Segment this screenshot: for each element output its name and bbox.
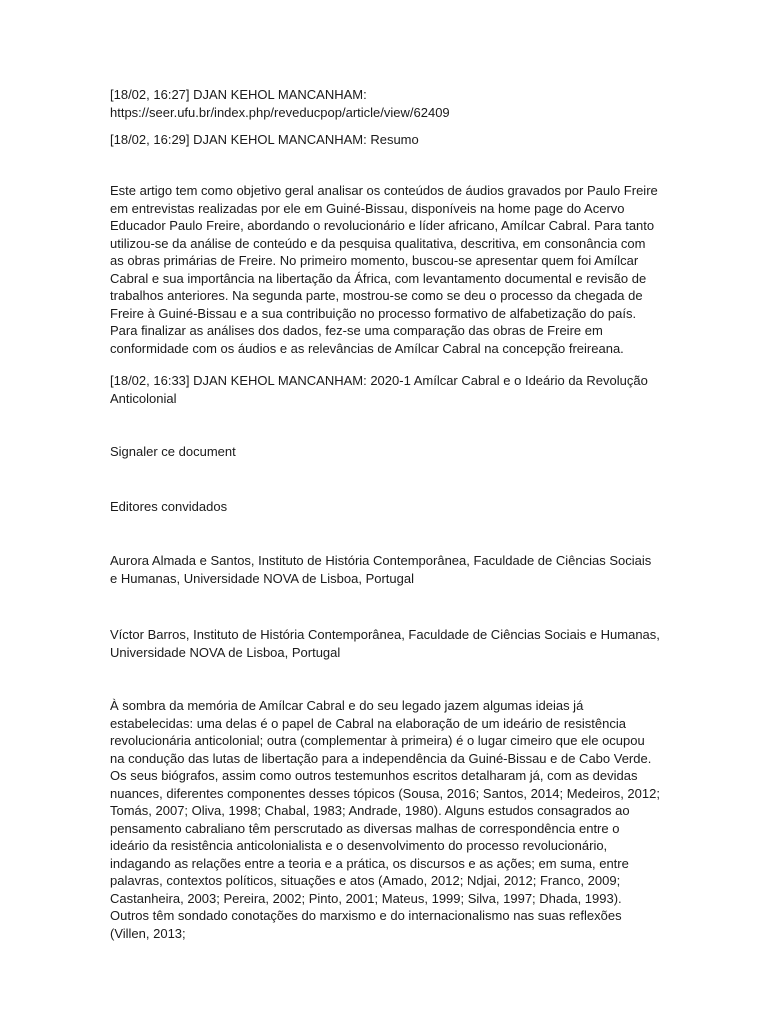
editores-heading: Editores convidados: [110, 499, 228, 514]
editor-2: Víctor Barros, Instituto de História Contemporânea, Faculdade de Ciências Sociais e Humanas, Universidade NOVA de Lisboa, Portugal: [110, 627, 660, 660]
article-url: https://seer.ufu.br/index.php/reveducpop/article/view/62409: [110, 104, 450, 120]
abstract-paragraph: Este artigo tem como objetivo geral analisar os conteúdos de áudios gravados por Paulo Freire em entrevistas realizadas por ele em Guiné-Bissau, disponíveis na home page do Acervo Educador Paulo Freire, abordando o revolucionário e líder africano, Amílcar Cabral. Para tanto utilizou-se da análise de conteúdo e da pesquisa qualitativa, descritiva, em consonância com as obras primárias de Freire. No primeiro momento, buscou-se apresentar quem foi Amílcar Cabral e sua importância na libertação da África, com levantamento documental e revisão de trabalhos anteriores. Na segunda parte, mostrou-se como se deu o processo da chegada de Freire à Guiné-Bissau e a sua contribuição no processo formativo de alfabetização do país. Para finalizar as análises dos dados, fez-se uma comparação das obras de Freire em conformidade com os áudios e as relevâncias de Amílcar Cabral na concepção freireana.: [110, 183, 658, 356]
message-1: [110, 86, 662, 121]
editor-1: Aurora Almada e Santos, Instituto de História Contemporânea, Faculdade de Ciências Sociais e Humanas, Universidade NOVA de Lisboa, Portugal: [110, 553, 652, 586]
signaler-text: Signaler ce document: [110, 444, 236, 459]
message-2: [18/02, 16:29] DJAN KEHOL MANCANHAM: Resumo: [110, 132, 419, 147]
message-3: [18/02, 16:33] DJAN KEHOL MANCANHAM: 2020-1 Amílcar Cabral e o Ideário da Revolução Anticolonial: [110, 373, 648, 406]
body-paragraph: À sombra da memória de Amílcar Cabral e do seu legado jazem algumas ideias já estabelecidas: uma delas é o papel de Cabral na elaboração de um ideário de resistência revolucionária anticolonial; outra (complementar à primeira) é o lugar cimeiro que ele ocupou na condução das lutas de libertação para a independência da Guiné-Bissau e de Cabo Verde. Os seus biógrafos, assim como outros testemunhos escritos detalharam já, com as devidas nuances, diferentes componentes desses tópicos (Sousa, 2016; Santos, 2014; Medeiros, 2012; Tomás, 2007; Oliva, 1998; Chabal, 1983; Andrade, 1980). Alguns estudos consagrados ao pensamento cabraliano têm perscrutado as diversas malhas de correspondência entre o ideário da resistência anticolonialista e o desenvolvimento do processo revolucionário, indagando as relações entre a teoria e a prática, os discursos e as ações; em suma, entre palavras, contextos políticos, situações e atos (Amado, 2012; Ndjai, 2012; Franco, 2009; Castanheira, 2003; Pereira, 2002; Pinto, 2001; Mateus, 1999; Silva, 1997; Dhada, 1993). Outros têm sondado conotações do marxismo e do internacionalismo nas suas reflexões (Villen, 2013;: [110, 698, 660, 941]
message-1-header: [18/02, 16:27] DJAN KEHOL MANCANHAM:: [110, 87, 367, 102]
